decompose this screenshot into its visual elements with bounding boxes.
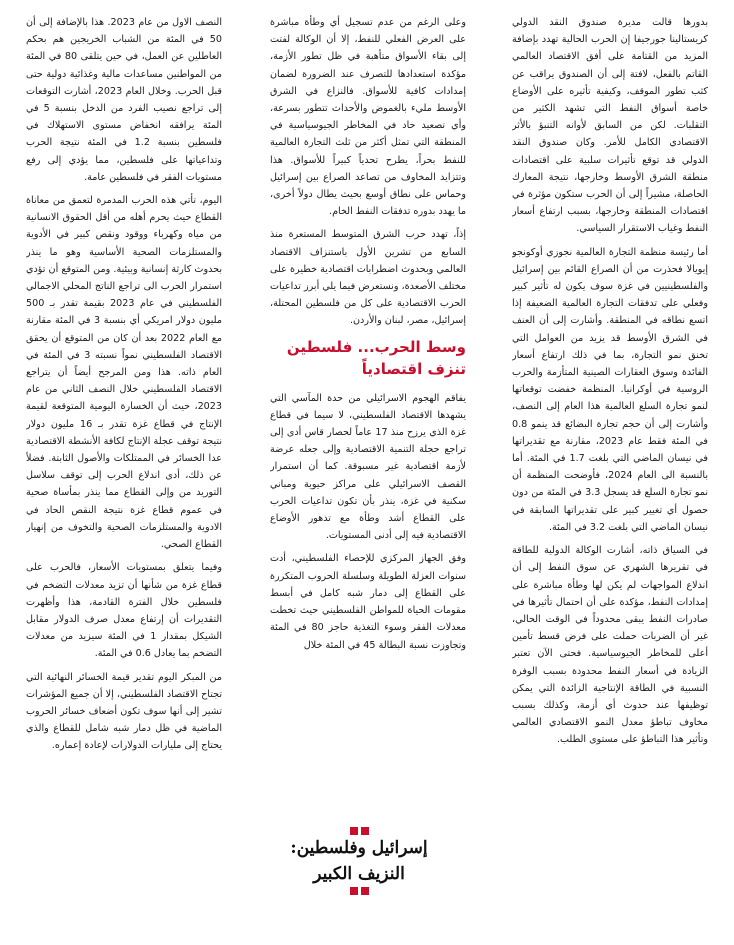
- section-subheading: وسط الحرب... فلسطين تنزف اقتصادياً: [286, 337, 466, 378]
- red-square-icon: [361, 887, 369, 895]
- paragraph: النصف الاول من عام 2023. هذا بالإضافة إلى أن 50 في المئة من الشباب الخريجين هم بحكم العاطلين عن العمل، في حين يتلقى 80 في المئة من المواطنين مساعدات مالية وغذائية دولية حتى قبل الحرب. وخلال العام 2023، أشارت التوقعات إلى تراجع نصيب الفرد من الدخل بنسبة 5 في المئة يرافقه انخفاض مستوى الاستهلاك في فلسطين بنسبة 1.2 في المئة نتيجة الحرب وتداعياتها على فلسطين، مما يؤدي إلى رفع مستويات الفقر في فلسطين عامة.: [26, 17, 222, 183]
- red-square-icon: [350, 827, 358, 835]
- section-title-line1: إسرائيل وفلسطين:: [290, 838, 428, 858]
- section-title-line2: النزيف الكبير: [313, 864, 405, 884]
- decorative-squares-top: [284, 827, 434, 835]
- paragraph: اليوم، تأتي هذه الحرب المدمرة لتعمق من معاناة القطاع حيث يحرم أهله من أقل الحقوق الانسانية من مياه وكهرباء ووقود ونقص كبير في الأدوية والمستلزمات الصحية الأساسية وهو ما ينذر بحدوث كارثة إنسانية وبيئية. ومن المتوقع أن تؤدي استمرار الحرب الى تراجع الناتج المحلي الاجمالي الفلسطيني في عام 2023 بقيمة تقدر بـ 500 مليون دولار امريكي أي بنسبة 3 في المئة مقارنة مع العام 2022 بعد أن كان من المتوقع أن يحقق الاقتصاد الفلسطيني نمواً نسبته 3 في المئة في العام ذاته. هذا ومن المرجح أيضاً أن يتراجع الاقتصاد الفلسطيني خلال النصف الثاني من عام 2023، حيث أن الخسارة اليومية المتوقعة لقيمة الإنتاج في قطاع غزة تقدر بـ 16 مليون دولار نتيجة توقف عجلة الإنتاج لكافة الأنشطة الاقتصادية عدا الخسائر في الممتلكات والأصول الثابتة. فضلاً عن ذلك، أدى اندلاع الحرب إلى توقف سلاسل التوريد من وإلى القطاع مما ينذر بمأساة صحية في عموم قطاع غزة نتيجة النقص الحاد في الادوية والمستلزمات الصحية والتخوف من إنهيار القطاع الصحي.: [26, 195, 222, 551]
- article-column-left: [26, 14, 222, 761]
- section-title-box: [284, 827, 434, 895]
- paragraph: أما رئيسة منظمة التجارة العالمية نجوزي أوكونجو إيويالا فحذرت من أن الصراع القائم بين إسرائيل والفلسطينيين في غزة سوف يكون له تأثير كبير وفعلي على تدفقات التجارة العالمية الضعيفة إذا اتسع نطاقه في المنطقة. وأشارت إلى أن العنف في الشرق الأوسط قد يزيد من العوامل التي تخنق نمو التجارة، بما في ذلك ارتفاع أسعار الفائدة وسوق العقارات الصينية المتأزمة والحرب الروسية في أوكرانيا. المنظمة خفضت توقعاتها لنمو تجارة السلع العالمية هذا العام إلى النصف، وأشارت إلى أن حجم تجارة البضائع قد ينمو 0.8 في المئة فقط عام 2023، مقارنة مع تقديراتها في نيسان الماضي التي بلغت 1.7 في المئة. أما بالنسبة الى العام 2024، فأوضحت المنظمة أن نمو تجارة السلع قد يسجل 3.3 في المئة من دون حصول أي تغيير كبير على تقديراتها السابقة في نيسان الماضي التي بلغت 3.2 في المئة.: [512, 246, 708, 533]
- red-square-icon: [361, 827, 369, 835]
- paragraph: إذاً، تهدد حرب الشرق المتوسط المستعرة منذ السابع من تشرين الأول باستنزاف الاقتصاد العالمي وبحدوث اضطرابات اقتصادية خطيرة على مختلف الأصعدة، ونستعرض فيما يلي أبرز تداعيات الحرب الاقتصادية على كل من فلسطين المحتلة، إسرائيل، مصر، لبنان والأردن.: [270, 229, 466, 327]
- red-square-icon: [350, 887, 358, 895]
- paragraph: في السياق ذاته، أشارت الوكالة الدولية للطاقة في تقريرها الشهري عن سوق النفط إلى أن اندلاع المواجهات لم يكن لها وطأة مباشرة على إمدادات النفط، مؤكدة على أن احتمال تأثيرها في صادرات النفط يبقى محدوداً في الوقت الحالي، غير أن الضربات حملت على فرض قسط تأمين أعلى للمخاطر الجيوسياسية. فحتى الآن تعتبر الزيادة في أسعار النفط محدودة بسبب الوفرة النسبية في الطاقة الإنتاجية الزائدة التي يمكن توظيفها عند حدوث أي أزمة، وكذلك بسبب مخاوف تباطؤ معدل النمو الاقتصادي العالمي وتأثير هذا التباطؤ على مستوى الطلب.: [512, 545, 708, 746]
- paragraph: من المبكر اليوم تقدير قيمة الخسائر النهائية التي تجتاح الاقتصاد الفلسطيني، إلا أن جميع المؤشرات تشير إلى أنها سوف تكون أضعاف خسائر الحروب الماضية في ظل دمار شبه شامل للقطاع والذي يحتاج إلى مليارات الدولارات لإعادة إعماره.: [26, 671, 222, 752]
- article-column-right: [512, 14, 708, 755]
- paragraph: يفاقم الهجوم الاسرائيلي من حدة المآسي التي يشهدها الاقتصاد الفلسطيني، لا سيما في قطاع غزة الذي يرزح منذ 17 عاماً لحصار قاس أدى إلى تراجع حجلة التنمية الاقتصادية وإلى جعله عرضة لأزمة اقتصادية غير مسبوقة. كما أن استمرار القصف الاسرائيلي على مراكز حيوية ومباني سكنية في غزة، ينذر بأن تكون تداعيات الحرب على القطاع أشد وطأة مع تدهور الأوضاع الاقتصادية فيه إلى أدنى المستويات.: [270, 392, 466, 542]
- decorative-squares-bottom: [284, 887, 434, 895]
- paragraph: بدورها قالت مديرة صندوق النقد الدولي كريستالينا جورجيفا إن الحرب الحالية تهدد بإضافة المزيد من القتامة على أفق الاقتصاد العالمي القاتم بالفعل، لافتة إلى أن الصندوق يراقب عن كثب تطور الموقف، وكيفية تأثيره على الأوضاع خاصة أسواق النفط التي تشهد الكثير من التقلبات. لكن من السابق لأوانه التنبؤ بالأثر الاقتصادي الكامل للأمر. وكان صندوق النقد الدولي قد توقع تأثيرات سلبية على اقتصادات منطقة الشرق الأوسط وخارجها، نتيجة المعارك الحاصلة، مشيراً إلى أن الحرب ستكون مؤثرة في اقتصادات المنطقة وخارجها، بسبب ارتفاع أسعار النفط وغياب الاستقرار السياسي.: [512, 17, 708, 235]
- paragraph: وفيما يتعلق بمستويات الأسعار، فالحرب على قطاع غزة من شأنها أن تزيد معدلات التضخم في فلسطين خلال الفترة القادمة، هذا وأظهرت التقديرات أن إرتفاع معدل صرف الدولار مقابل الشيكل بمقدار 1 في المئة سيزيد من معدلات التضخم بما يعادل 0.6 في المئة.: [26, 562, 222, 660]
- article-column-middle: [270, 14, 466, 660]
- paragraph: وعلى الرغم من عدم تسجيل أي وطأة مباشرة على العرض الفعلي للنفط، إلا أن الوكالة لفتت إلى بقاء الأسواق متأهبة في ظل تطور الأزمة، مؤكدة استعدادها للتصرف عند الضرورة لضمان إمدادات كافية للأسواق. فالنزاع في الشرق الأوسط مليء بالغموض والأحداث تتطور بسرعة، وأي تصعيد حاد في المخاطر الجيوسياسية في المنطقة التي تمثل أكثر من ثلث التجارة العالمية للنفط بحراً، يطرح تحدياً كبيراً للأسواق. هذا وتتزايد المخاوف من تصاعد الصراع بين إسرائيل وحماس على نطاق أوسع بحيث يطال دولاً أخرى، ما يهدد بدوره تدفقات النفط الخام.: [270, 17, 466, 218]
- paragraph: وفق الجهاز المركزي للإحصاء الفلسطيني، أدت سنوات العزلة الطويلة وسلسلة الحروب المتكررة على القطاع إلى دمار شبه كامل في أبسط مقومات الحياة للمواطن الفلسطيني حيث تخطت معدلات الفقر وسوء التغذية حاجز 80 في المئة وتجاوزت نسبة البطالة 45 في المئة خلال: [270, 553, 466, 651]
